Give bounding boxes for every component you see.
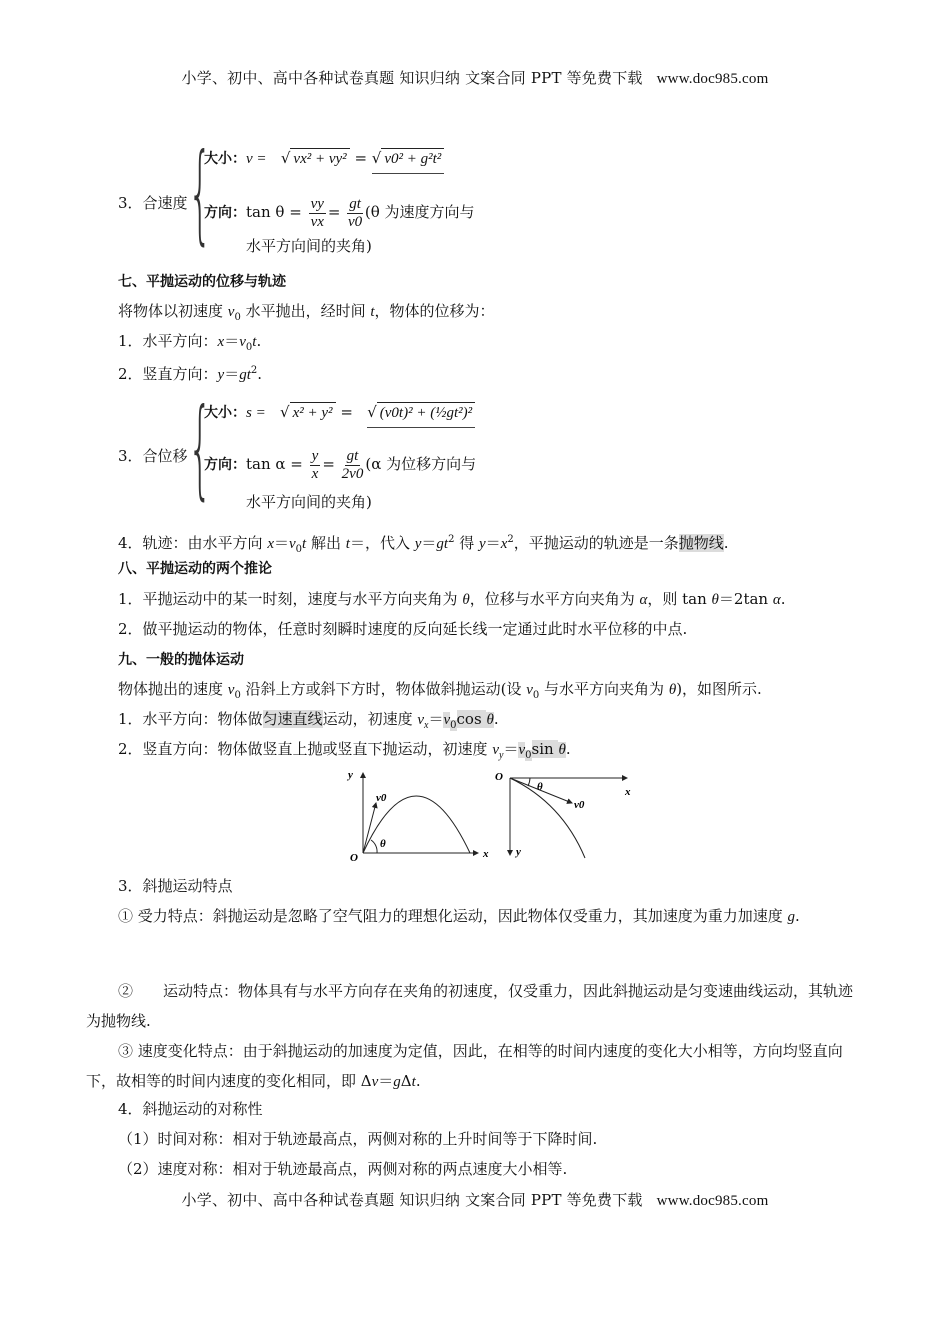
fraction [342, 448, 364, 483]
text-segment: 0 [234, 690, 241, 701]
text-segment: ＝ [273, 534, 289, 552]
origin-label: O [495, 771, 503, 783]
oblique-downward-figure [495, 771, 631, 858]
dir-label: 方向： [204, 205, 246, 221]
text-segment: 2 [448, 534, 455, 545]
velocity-direction: 方向：tan θ = $\frac{vy}{vx}$ = $\frac{gt}{v0}$ (θ 为速度方向与 [204, 195, 475, 230]
highlighted-text: 0 [450, 720, 457, 731]
denominator: v0 [347, 213, 363, 230]
displacement-size: 大小：s = √ x² + y² = √ (v0t)² + (½gt²)² [204, 402, 475, 423]
v0-label: v0 [574, 799, 585, 811]
text-segment: ＝，代入 [349, 534, 415, 552]
text-segment: ＝ [503, 740, 519, 758]
dir-label: 方向： [204, 457, 246, 473]
header-text: 小学、初中、高中各种试卷真题 知识归纳 文案合同 PPT 等免费下载 [181, 69, 643, 87]
text-line [118, 331, 261, 358]
origin-label: O [350, 852, 358, 864]
displacement-label: 3．合位移 [118, 447, 188, 465]
radicand: (v0t)² + (½gt²)² [377, 402, 475, 423]
text-segment: ＝ [421, 534, 437, 552]
text-segment: ，则 tan [647, 590, 712, 608]
text-segment: 0 [532, 690, 540, 701]
text-segment: . [493, 710, 499, 728]
footer-text: 小学、初中、高中各种试卷真题 知识归纳 文案合同 PPT 等免费下载 [181, 1191, 643, 1209]
y-axis-label: y [516, 846, 521, 858]
highlighted-text: v [443, 712, 451, 728]
text-segment: v [371, 1074, 379, 1090]
text-segment: 4．斜抛运动的对称性 [118, 1100, 263, 1118]
v0-label: v0 [376, 792, 387, 804]
text-segment: ＝ [378, 1072, 394, 1090]
velocity-label: 3．合速度 [118, 194, 188, 212]
note: 水平方向间的夹角) [246, 237, 372, 255]
text-segment: ，位移与水平方向夹角为 [469, 590, 640, 608]
text-segment: 2．竖直方向： [118, 365, 218, 383]
text-segment: . [565, 740, 571, 758]
text-segment: 0 [234, 312, 241, 323]
displacement-direction: 方向：tan α = $\frac{y}{x}$ = $\frac{gt}{2v0}$ (α 为位移方向与 [204, 447, 477, 482]
numerator: y [311, 447, 319, 464]
velocity-size: 大小：v = √ vx² + vy² = √ v0² + g²t² [204, 148, 444, 169]
text-segment: x [424, 720, 429, 731]
radicand: vx² + vy² [290, 148, 349, 169]
text-segment: . [795, 907, 800, 925]
text-segment: θ [711, 592, 719, 608]
page-footer [0, 1190, 950, 1211]
text-segment: g [393, 1074, 401, 1090]
highlighted-text: 抛物线 [678, 534, 724, 552]
text-segment: 2．做平抛运动的物体，任意时刻瞬时速度的反向延长线一定通过此时水平位移的中点. [118, 620, 688, 638]
text-segment: . [415, 1072, 421, 1090]
text-segment: 沿斜上方或斜下方时，物体做斜抛运动(设 [240, 680, 527, 698]
highlighted-text: v [518, 742, 526, 758]
size-label: 大小： [204, 151, 246, 167]
text-line [118, 619, 687, 639]
dir-lhs: tan θ = [246, 203, 302, 221]
text-line [118, 1099, 263, 1119]
text-line [118, 876, 233, 896]
highlighted-text: θ [486, 712, 494, 728]
fraction [310, 448, 321, 483]
text-segment: v [492, 742, 499, 758]
section-8-title: 八、平抛运动的两个推论 [118, 561, 272, 577]
oblique-upward-figure [346, 769, 489, 864]
paragraph [86, 976, 866, 1036]
text-segment: v [289, 536, 296, 552]
note: (θ 为速度方向与 [364, 203, 475, 221]
highlighted-text: θ [558, 742, 566, 758]
text-segment: v [227, 304, 235, 320]
brace-icon: { [188, 386, 213, 511]
paragraph [86, 901, 866, 932]
text-segment: 0 [295, 544, 303, 555]
text-segment: x [217, 334, 225, 350]
text-segment: 物体抛出的速度 [118, 680, 228, 698]
text-line [118, 679, 762, 706]
text-segment: α [772, 592, 781, 608]
text-segment: y [499, 750, 504, 761]
equals: = [340, 403, 353, 421]
text-segment: ＝ [428, 710, 444, 728]
text-segment: 运动，初速度 [322, 710, 418, 728]
paragraph [86, 1036, 866, 1097]
text-segment: （1）时间对称：相对于轨迹最高点，两侧对称的上升时间等于下降时间. [118, 1130, 598, 1148]
text-segment: 3．斜抛运动特点 [118, 877, 233, 895]
text-segment: ，平抛运动的轨迹是一条 [513, 534, 679, 552]
radicand: v0² + g²t² [381, 148, 444, 169]
text-segment: ＝ [224, 365, 240, 383]
text-segment: 2 [250, 365, 258, 376]
text-segment: y [414, 536, 422, 552]
text-segment: g [787, 909, 796, 925]
text-segment: 与水平方向夹角为 [539, 680, 669, 698]
note: (α 为位移方向与 [365, 455, 477, 473]
text-line [118, 301, 495, 328]
text-segment: v [227, 682, 235, 698]
text-segment: . [257, 365, 263, 383]
text-segment: )，如图所示. [676, 680, 762, 698]
text-line [118, 709, 499, 736]
text-line [118, 530, 729, 560]
text-segment: x [500, 536, 508, 552]
text-segment: 1．水平方向： [118, 332, 218, 350]
size-lhs: v = [246, 151, 267, 167]
equals: = [354, 149, 368, 167]
text-segment: 0 [245, 342, 253, 353]
x-axis-label: x [625, 786, 631, 798]
text-segment: ＝ [224, 332, 240, 350]
text-segment: . [780, 590, 786, 608]
text-segment: v [417, 712, 425, 728]
text-segment: Δ [400, 1072, 412, 1090]
text-segment: gt [436, 536, 449, 552]
text-segment: θ [462, 592, 470, 608]
text-line [118, 361, 262, 385]
text-segment: 解出 [306, 534, 346, 552]
text-line [118, 739, 571, 766]
highlighted-text: sin [531, 740, 559, 758]
note: 水平方向间的夹角) [246, 493, 372, 511]
text-segment: 2 [507, 534, 514, 545]
numerator: gt [346, 447, 359, 464]
header-site: www.doc985.com [656, 71, 769, 87]
x-axis-label: x [483, 848, 489, 860]
denominator: 2v0 [341, 465, 364, 482]
numerator: gt [349, 195, 361, 212]
highlighted-text: 匀速直线 [262, 710, 323, 728]
text-segment: y [217, 367, 225, 383]
text-segment: 将物体以初速度 [118, 302, 228, 320]
text-segment: ＝2tan [718, 590, 773, 608]
projectile-figures [340, 765, 640, 865]
section-7-title: 七、平抛运动的位移与轨迹 [118, 274, 286, 290]
text-segment: t [411, 1074, 416, 1090]
highlighted-text: 0 [525, 750, 532, 761]
highlighted-text: cos [456, 710, 487, 728]
text-line [118, 1159, 567, 1179]
text-segment: 4．轨迹：由水平方向 [118, 534, 268, 552]
text-segment: ① 受力特点：斜抛运动是忽略了空气阻力的理想化运动，因此物体仅受重力，其加速度为重力加速度 [118, 907, 788, 925]
radicand: x² + y² [290, 402, 336, 423]
text-segment: x [267, 536, 274, 552]
text-segment: ② 运动特点：物体具有与水平方向存在夹角的初速度，仅受重力，因此斜抛运动是匀变速曲线运动，其轨迹为抛物线. [86, 982, 854, 1030]
text-segment: 2．竖直方向：物体做竖直上抛或竖直下抛运动，初速度 [118, 740, 493, 758]
text-segment: θ [668, 682, 677, 698]
fraction [309, 196, 326, 231]
theta-label: θ [537, 781, 543, 793]
denominator: x [311, 465, 319, 482]
text-segment: t [252, 334, 257, 350]
text-segment: y [479, 536, 486, 552]
text-segment: v [526, 682, 533, 698]
text-segment: gt [239, 367, 251, 383]
size-label: 大小： [204, 405, 246, 421]
dir-lhs: tan α = [246, 455, 303, 473]
text-segment: 1．平抛运动中的某一时刻，速度与水平方向夹角为 [118, 590, 463, 608]
text-line [118, 1129, 597, 1149]
text-segment: . [256, 332, 262, 350]
theta-label: θ [380, 838, 386, 850]
page-header [0, 68, 950, 89]
text-segment: t [370, 304, 375, 320]
numerator: vy [310, 195, 324, 212]
text-segment: 1．水平方向：物体做 [118, 710, 263, 728]
text-segment: v [239, 334, 246, 350]
text-segment: α [639, 592, 648, 608]
text-segment: ，物体的位移为： [374, 302, 495, 320]
size-lhs: s = [246, 405, 266, 421]
text-segment: . [723, 534, 729, 552]
brace-icon: { [188, 131, 213, 256]
text-segment: ＝ [485, 534, 501, 552]
text-segment: 水平抛出，经时间 [240, 302, 371, 320]
fraction [347, 196, 363, 231]
text-segment: t [345, 536, 350, 552]
text-segment: t [302, 536, 307, 552]
text-segment: （2）速度对称：相对于轨迹最高点，两侧对称的两点速度大小相等. [118, 1160, 568, 1178]
y-axis-label: y [348, 769, 353, 781]
text-segment: 得 [454, 534, 479, 552]
denominator: vx [310, 213, 324, 230]
text-segment: ③ 速度变化特点：由于斜抛运动的加速度为定值，因此，在相等的时间内速度的变化大小相等，方向均竖直向下，故相等的时间内速度的变化相同，即 Δ [86, 1042, 843, 1090]
footer-site: www.doc985.com [656, 1193, 769, 1209]
text-line [118, 589, 786, 610]
section-9-title: 九、一般的抛体运动 [118, 652, 244, 668]
